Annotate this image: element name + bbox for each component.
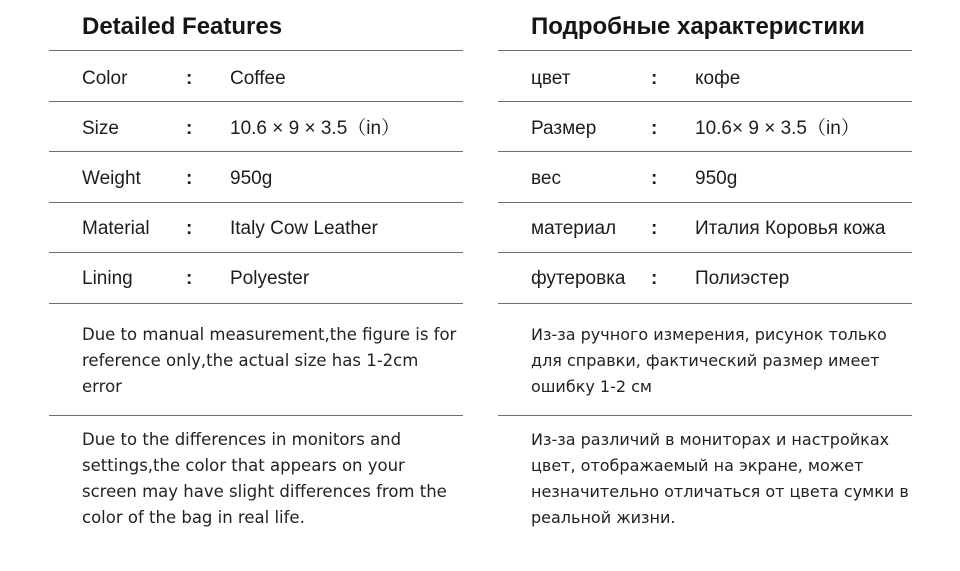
color-value: кофе: [695, 68, 741, 89]
material-label: Material: [82, 218, 150, 239]
size-colon: :: [651, 118, 658, 139]
color-colon: :: [186, 68, 193, 89]
size-value: 10.6× 9 × 3.5（in）: [695, 118, 860, 139]
measurement-note: Из-за ручного измерения, рисунок только для справки, фактический размер имеет ошибку 1-2 см: [531, 325, 887, 396]
russian-title: Подробные характеристики: [531, 13, 865, 40]
row-divider: [49, 252, 463, 253]
title-divider: [498, 50, 912, 51]
lining-colon: :: [186, 268, 193, 289]
color-difference-note: Due to the differences in monitors and settings,the color that appears on your screen may have slight differences from the color of the bag in real life.: [82, 430, 447, 527]
note-divider: [49, 415, 463, 416]
color-difference-note: Из-за различий в мониторах и настройках цвет, отображаемый на экране, может незначительно отличаться от цвета сумки в реальной жизни.: [531, 430, 909, 527]
row-divider: [498, 151, 912, 152]
size-label: Размер: [531, 118, 597, 139]
size-label: Size: [82, 118, 119, 139]
row-divider: [49, 101, 463, 102]
row-divider: [498, 101, 912, 102]
english-title: Detailed Features: [82, 13, 283, 40]
color-label: цвет: [531, 68, 571, 89]
weight-value: 950g: [695, 168, 738, 189]
row-divider: [49, 202, 463, 203]
row-divider: [498, 303, 912, 304]
note-divider: [498, 415, 912, 416]
material-label: материал: [531, 218, 617, 239]
size-colon: :: [186, 118, 193, 139]
row-divider: [49, 303, 463, 304]
row-divider: [498, 252, 912, 253]
lining-colon: :: [651, 268, 658, 289]
lining-label: футеровка: [531, 268, 626, 289]
row-divider: [498, 202, 912, 203]
lining-label: Lining: [82, 268, 133, 289]
measurement-note: Due to manual measurement,the figure is for reference only,the actual size has 1-2cm error: [82, 325, 457, 396]
title-divider: [49, 50, 463, 51]
material-colon: :: [186, 218, 193, 239]
weight-label: Weight: [82, 168, 141, 189]
material-value: Италия Коровья кожа: [695, 218, 886, 239]
lining-value: Полиэстер: [695, 268, 790, 289]
color-colon: :: [651, 68, 658, 89]
material-colon: :: [651, 218, 658, 239]
weight-colon: :: [651, 168, 658, 189]
color-value: Coffee: [230, 68, 286, 89]
weight-colon: :: [186, 168, 193, 189]
weight-label: вес: [531, 168, 561, 189]
size-value: 10.6 × 9 × 3.5（in）: [230, 118, 401, 139]
material-value: Italy Cow Leather: [230, 218, 378, 239]
color-label: Color: [82, 68, 128, 89]
lining-value: Polyester: [230, 268, 310, 289]
weight-value: 950g: [230, 168, 273, 189]
row-divider: [49, 151, 463, 152]
